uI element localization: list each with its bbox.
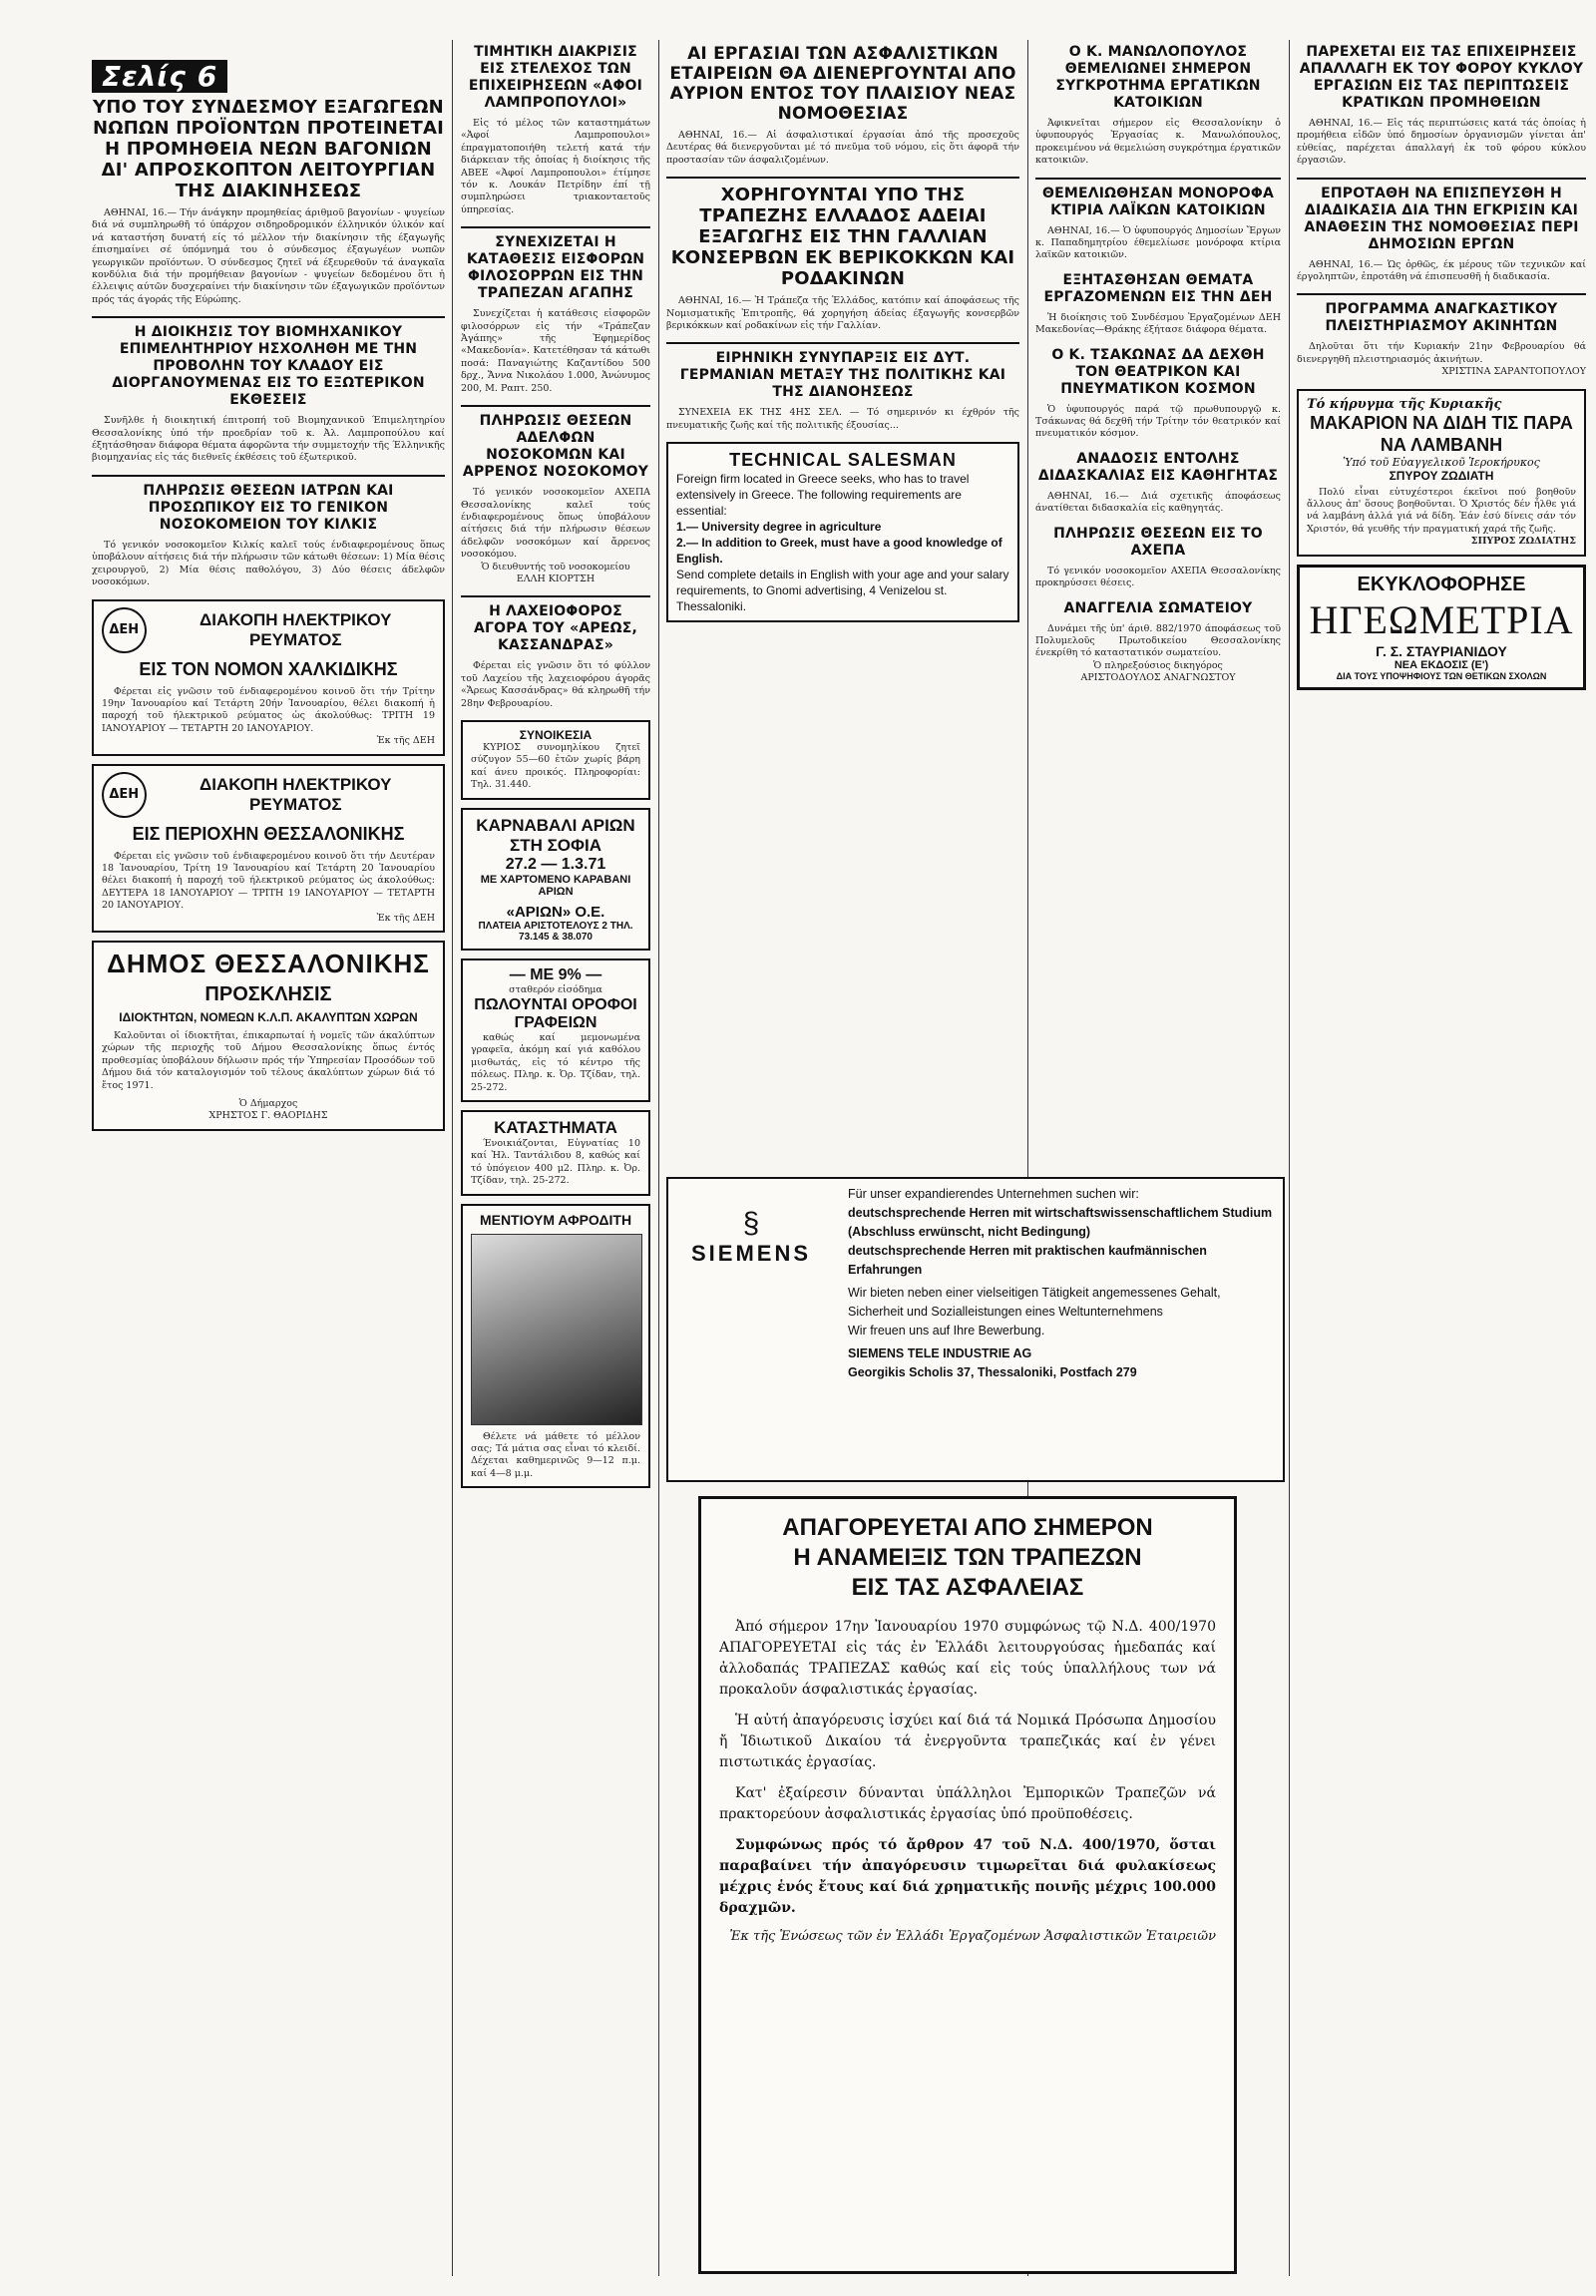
ad-medium [461, 1204, 650, 1489]
article-body: Ἡ διοίκησις τοῦ Συνδέσμου Ἐργαζομένων ΔΕΗ Μακεδονίας—Θράκης έξήτασε διάφορα θέματα. [1035, 311, 1281, 336]
column-title: ΜΑΚΑΡΙΟΝ ΝΑ ΔΙΔΗ ΤΙΣ ΠΑΡΑ ΝΑ ΛΑΜΒΑΝΗ [1310, 412, 1573, 455]
page-number-badge: Σελίς 6 [92, 60, 227, 93]
ad-agency: «ΑΡΙΩΝ» Ο.Ε. [506, 903, 605, 921]
headline: ΠΛΗΡΩΣΙΣ ΘΕΣΕΩΝ ΕΙΣ ΤΟ ΑΧΕΠΑ [1053, 525, 1263, 559]
column-byline: Ὑπό τοῦ Εὐαγγελικοῦ Ἱεροκήρυκος [1343, 455, 1540, 469]
article-body: Συνεχίζεται ἡ κατάθεσις εἰσφορῶν φιλοσόρρων εἰς τήν «Τράπεζαν Ἀγάπης» τῆς Ἐφημερίδος «Μακεδονία». Κατετέθησαν τά κάτωθι ποσά: Παναγιώτης Καζαντίδου 500 δρχ., Ἄννα Νικολάου 1.000, Ἀνώνυμος 200, Μ. Ραπτ. 250. [461, 308, 650, 394]
article-signature: Ὁ πληρεξούσιος δικηγόρος ΑΡΙΣΤΟΔΟΥΛΟΣ ΑΝΑΓΝΩΣΤΟΥ [1080, 659, 1236, 684]
column-1 [92, 60, 445, 2276]
column-kicker: Τό κήρυγμα τῆς Κυριακῆς [1307, 396, 1502, 412]
headline: ΑΝΑΓΓΕΛΙΑ ΣΩΜΑΤΕΙΟΥ [1063, 599, 1253, 616]
headline: ΣΥΝΕΧΙΖΕΤΑΙ Η ΚΑΤΑΘΕΣΙΣ ΕΙΣΦΟΡΩΝ ΦΙΛΟΣΟΡΡΩΝ ΕΙΣ ΤΗΝ ΤΡΑΠΕΖΑΝ ΑΓΑΠΗΣ [466, 234, 645, 302]
column-author: ΣΠΥΡΟΥ ΖΩΔΙΑΤΗ [1389, 468, 1494, 483]
ad-subtitle: ΠΡΟΣΚΛΗΣΙΣ [204, 982, 332, 1005]
article-kilkis-hospital [92, 483, 445, 589]
article-body: Δυνάμει τῆς ὑπ' άριθ. 882/1970 άποφάσεως τοῦ Πολυμελοῦς Πρωτοδικείου Θεσσαλονίκης ένεκρίθη τό καταστατικόν σωματείου. [1035, 622, 1281, 659]
ad-shops [461, 1110, 650, 1196]
article-wagons [92, 97, 445, 306]
headline: ΤΙΜΗΤΙΚΗ ΔΙΑΚΡΙΣΙΣ ΕΙΣ ΣΤΕΛΕΧΟΣ ΤΩΝ ΕΠΙΧΕΙΡΗΣΕΩΝ «ΑΦΟΙ ΛΑΜΠΡΟΠΟΥΛΟΙ» [468, 44, 643, 111]
deh-logo-icon: ΔΕΗ [102, 607, 147, 653]
divider [461, 405, 650, 407]
siemens-brand: SIEMENS [690, 1241, 812, 1266]
ad-subtitle: ΕΙΣ ΤΟΝ ΝΟΜΟΝ ΧΑΛΚΙΔΙΚΗΣ [139, 658, 398, 679]
ad-title: ΑΠΑΓΟΡΕΥΕΤΑΙ ΑΠΟ ΣΗΜΕΡΟΝ [782, 1514, 1153, 1541]
column-rule [658, 40, 659, 2276]
ad-siemens [666, 1177, 1285, 1482]
ad-edition: ΝΕΑ ΕΚΔΟΣΙΣ (Ε') [1394, 658, 1489, 671]
ad-title: ΚΑΡΝΑΒΑΛΙ ΑΡΙΩΝ ΣΤΗ ΣΟΦΙΑ [476, 815, 635, 855]
ad-paragraph: Κατ' ἐξαίρεσιν δύνανται ὑπάλληλοι Ἐμπορικῶν Τραπεζῶν νά πρακτορεύουν ἀσφαλιστικάς ἐργασίας ὑπό προϋποθέσεις. [719, 1785, 1216, 1822]
article-body: Συνῆλθε ἡ διοικητική έπιτροπή τοῦ Βιομηχανικοῦ Έπιμελητηρίου Θεσσαλονίκης ὑπό τήν προεδρίαν τοῦ κ. Ἀλ. Λαμπροπούλου καί έξητάσθησαν διάφορα θέματα άφορῶντα τήν συμμετοχήν τῆς Έλληνικῆς βιομηχανίας εἰς τάς διεθνεῖς έκθέσεις τοῦ έξωτερικοῦ. [92, 415, 445, 464]
ad-title: ΔΗΜΟΣ ΘΕΣΣΑΛΟΝΙΚΗΣ [107, 948, 430, 978]
ad-title: Η ΑΝΑΜΕΙΞΙΣ ΤΩΝ ΤΡΑΠΕΖΩΝ [793, 1544, 1142, 1571]
ad-note: ΔΙΑ ΤΟΥΣ ΥΠΟΨΗΦΙΟΥΣ ΤΩΝ ΘΕΤΙΚΩΝ ΣΧΟΛΩΝ [1336, 670, 1547, 681]
ad-power-outage-thessaloniki [92, 764, 445, 933]
ad-title: ΚΑΤΑΣΤΗΜΑΤΑ [494, 1118, 617, 1138]
ad-body: Φέρεται εἰς γνῶσιν τοῦ ένδιαφερομένου κοινοῦ ὅτι τήν Τρίτην 19ην Ἰανουαρίου καί Τετάρτη 20ήν Ἰανουαρίου, θέλει διακοπή ἡ παροχή τοῦ ήλεκτρικοῦ ρεύματος ὡς άκολούθως: ΤΡΙΤΗ 19 ΙΑΝΟΥΑΡΙΟΥ — ΤΕΤΑΡΤΗ 20 ΙΑΝΟΥΑΡΙΟΥ. [102, 685, 435, 734]
ad-title: ΣΥΝΟΙΚΕΣΙΑ [519, 727, 593, 742]
ad-body [719, 1617, 1216, 1919]
ad-title: TECHNICAL SALESMAN [729, 450, 957, 471]
siemens-line: Georgikis Scholis 37, Thessaloniki, Postfach 279 [848, 1365, 1137, 1379]
article-body: ΑΘΗΝΑΙ, 16.— Ὡς ὀρθῶς, έκ μέρους τῶν τεχνικῶν καί έργοληπτῶν, ἐπροτάθη νά έπισπευσθῆ ἡ διαδικασία. [1297, 258, 1586, 283]
ad-body: ΚΥΡΙΟΣ συνομηλίκου ζητεῖ σύζυγον 55—60 ἐτῶν χωρίς βάρη καί άνευ προικός. Πληροφορίαι: Τηλ. 31.440. [471, 741, 640, 791]
deh-logo-icon: ΔΕΗ [102, 772, 147, 818]
headline: ΠΛΗΡΩΣΙΣ ΘΕΣΕΩΝ ΙΑΤΡΩΝ ΚΑΙ ΠΡΟΣΩΠΙΚΟΥ ΕΙΣ ΤΟ ΓΕΝΙΚΟΝ ΝΟΣΟΚΟΜΕΙΟΝ ΤΟΥ ΚΙΛΚΙΣ [143, 482, 394, 533]
page-badge-row [92, 60, 445, 93]
headline: ΕΞΗΤΑΣΘΗΣΑΝ ΘΕΜΑΤΑ ΕΡΓΑΖΟΜΕΝΩΝ ΕΙΣ ΤΗΝ ΔΕΗ [1043, 271, 1273, 305]
column-body: Πολύ εἶναι εὐτυχέστεροι έκεῖνοι πού βοηθοῦν ἄλλους ἀπ' ὅσους βοηθοῦνται. Ὁ Χριστός δέν ἦλθε γιά νά λαμβάνη ἀλλά γιά νά δίδη. Ἐάν ἐσύ δίνεις σάν τόν Χριστόν, θά γευθῆς τήν πραγματική χαρά τῆς ζωῆς. [1307, 486, 1576, 535]
ad-paragraph: Ἀπό σήμερον 17ην Ἰανουαρίου 1970 συμφώνως τῷ Ν.Δ. 400/1970 ΑΠΑΓΟΡΕΥΕΤΑΙ εἰς τάς ἐν Ἑλλάδι λειτουργούσας ἡμεδαπάς καί ἀλλοδαπάς ΤΡΑΠΕΖΑΣ καθώς καί εἰς τούς ὑπαλλήλους των νά προκαλοῦν άσφαλιστικάς ἐργασίας. [719, 1619, 1216, 1698]
article-charity [461, 234, 650, 395]
ad-marriage [461, 720, 650, 800]
ad-subtitle-2: ΙΔΙΟΚΤΗΤΩΝ, ΝΟΜΕΩΝ Κ.Λ.Π. ΑΚΑΛΥΠΤΩΝ ΧΩΡΩΝ [119, 1009, 418, 1024]
headline: Ο Κ. ΤΣΑΚΩΝΑΣ ΔΑ ΔΕΧΘΗ ΤΟΝ ΘΕΑΤΡΙΚΟΝ ΚΑΙ ΠΝΕΥΜΑΤΙΚΟΝ ΚΟΣΜΟΝ [1051, 346, 1265, 397]
article-tax [1297, 44, 1586, 168]
column-2 [461, 40, 650, 2276]
column-sermon [1297, 389, 1586, 557]
siemens-logo-icon: § [742, 1207, 760, 1240]
divider [1297, 178, 1586, 180]
article-housing [1035, 44, 1281, 168]
article-body: Τό γενικόν νοσοκομεῖον ΑΧΕΠΑ Θεσσαλονίκης καλεῖ τούς ένδιαφερομένους ὅπως ὑποβάλουν αίτήσεις διά τήν πλήρωσιν θέσεων άδελφῶν νοσοκόμων καί ἄρρενος νοσοκόμου. [461, 487, 650, 561]
article-body: Ὁ ὑφυπουργός παρά τῷ πρωθυπουργῷ κ. Τσάκωνας θά δεχθῆ τήν Τρίτην τόν θεατρικόν καί πνευματικόν κόσμον. [1035, 403, 1281, 440]
divider [666, 177, 1019, 179]
article-signature: Ὁ διευθυντής τοῦ νοσοκομείου ΕΛΛΗ ΚΙΟΡΤΣΗ [481, 561, 630, 584]
headline: ΠΑΡΕΧΕΤΑΙ ΕΙΣ ΤΑΣ ΕΠΙΧΕΙΡΗΣΕΙΣ ΑΠΑΛΛΑΓΗ ΕΚ ΤΟΥ ΦΟΡΟΥ ΚΥΚΛΟΥ ΕΡΓΑΣΙΩΝ ΕΙΣ ΤΑΣ ΠΕΡΙΠΤΩΣΕΙΣ ΚΡΑΤΙΚΩΝ ΠΡΟΜΗΘΕΙΩΝ [1299, 44, 1584, 111]
siemens-brand-block [676, 1185, 826, 1382]
ad-body: Θέλετε νά μάθετε τό μέλλον σας; Τά μάτια σας εἶναι τό κλειδί. Δέχεται καθημερινῶς 9—12 π.μ. καί 4—8 μ.μ. [471, 1430, 640, 1479]
ad-geometry-book [1297, 565, 1586, 690]
ad-body: Φέρεται εἰς γνῶσιν τοῦ ένδιαφερομένου κοινοῦ ὅτι τήν Δευτέραν 18 Ἰανουαρίου, Τρίτη 19 Ἰανουαρίου καί Τετάρτη 20 Ἰανουαρίου θέλει διακοπή ἡ παροχή τοῦ ήλεκτρικοῦ ρεύματος ὡς άκολούθως: ΔΕΥΤΕΡΑ 18 ΙΑΝΟΥΑΡΙΟΥ — ΤΡΙΤΗ 19 ΙΑΝΟΥΑΡΙΟΥ — ΤΕΤΑΡΤΗ 20 ΙΑΝΟΥΑΡΙΟΥ. [102, 850, 435, 912]
ad-technical-salesman [666, 442, 1019, 622]
ad-body: καθώς καί μεμονωμένα γραφεῖα, ἀκόμη καί γιά καθόλου μισθωτάς, εἰς τό κέντρο τῆς πόλεως. Πληρ. κ. Ὀρ. Τζίδαν, τηλ. 25-272. [471, 1032, 640, 1093]
article-buildings [1035, 186, 1281, 262]
article-germany [666, 350, 1019, 432]
column-rule [1289, 40, 1290, 2276]
column-5 [1297, 40, 1586, 2276]
article-body: Δηλοῦται ὅτι τήν Κυριακήν 21ην Φεβρουαρίου θά διενεργηθῆ πλειστηριασμός ἀκινήτων. [1297, 341, 1586, 365]
article-teachers [1035, 451, 1281, 516]
ad-body: Ένοικιάζονται, Εὐγνατίας 10 καί Ἠλ. Ταντάλιδου 8, καθώς καί τό ὑπόγειον 400 μ2. Πληρ. κ. Ὀρ. Τζίδαν, τηλ. 25-272. [471, 1138, 640, 1187]
divider [1035, 178, 1281, 180]
divider [1297, 293, 1586, 295]
ad-title: — ΜΕ 9% — [509, 965, 602, 983]
headline: ΑΙ ΕΡΓΑΣΙΑΙ ΤΩΝ ΑΣΦΑΛΙΣΤΙΚΩΝ ΕΤΑΙΡΕΙΩΝ ΘΑ ΔΙΕΝΕΡΓΟΥΝΤΑΙ ΑΠΟ ΑΥΡΙΟΝ ΕΝΤΟΣ ΤΟΥ ΠΛΑΙΣΙΟΥ ΝΕΑΣ ΝΟΜΟΘΕΣΙΑΣ [669, 44, 1016, 124]
column-signature: ΣΠΥΡΟΣ ΖΩΔΙΑΤΗΣ [1470, 536, 1576, 548]
headline: ΕΙΡΗΝΙΚΗ ΣΥΝΥΠΑΡΞΙΣ ΕΙΣ ΔΥΤ. ΓΕΡΜΑΝΙΑΝ ΜΕΤΑΞΥ ΤΗΣ ΠΟΛΙΤΙΚΗΣ ΚΑΙ ΤΗΣ ΔΙΑΝΟΗΣΕΩΣ [679, 350, 1006, 401]
article-body: Εἰς τό μέλος τῶν καταστημάτων «Ἀφοί Λαμπροπουλοι» έπραγματοποιήθη τελετή κατά τήν διάρκειαν τῆς ὁποίας ἡ διοίκησις τῆς ΑΒΕΕ «Ἀφοί Λαμπροπουλοι» έτίμησε τόν κ. Λουκάν Πετρίδην έπί τῇ συμπληρώσει τριακονταετοῦς ύπηρεσίας. [461, 118, 650, 215]
ad-author: Γ. Σ. ΣΤΑΥΡΙΑΝΙΔΟΥ [1376, 642, 1507, 659]
article-nurses [461, 413, 650, 585]
column-4 [1035, 40, 1281, 1149]
ad-subtitle: σταθερόν εἰσόδημα [509, 983, 602, 995]
column-3 [666, 40, 1019, 1149]
ad-dates: 27.2 — 1.3.71 [505, 855, 606, 873]
ad-signature: Ἐκ τῆς ΔΕΗ [376, 735, 435, 747]
article-body: ΣΥΝΕΧΕΙΑ ΕΚ ΤΗΣ 4ΗΣ ΣΕΛ. — Τό σημερινόν κι έχθρόν τῆς πνευματικῆς ζωῆς καί τῆς πολιτικῆς έξουσίας... [666, 407, 1019, 431]
ad-signature: Ἐκ τῆς ΔΕΗ [376, 912, 435, 924]
article-auction [1297, 301, 1586, 378]
article-deh-workers [1035, 272, 1281, 337]
article-body: ΑΘΗΝΑΙ, 16.— Ὁ ὑφυπουργός Δημοσίων Ἔργων κ. Παπαδημητρίου έθεμελίωσε μονόροφα κτίρια λαϊκῶν κατοικιῶν. [1035, 224, 1281, 261]
headline: ΘΕΜΕΛΙΩΘΗΣΑΝ ΜΟΝΟΡΟΦΑ ΚΤΙΡΙΑ ΛΑΪΚΩΝ ΚΑΤΟΙΚΙΩΝ [1041, 185, 1275, 218]
ad-subtitle: ΕΙΣ ΠΕΡΙΟΧΗΝ ΘΕΣΣΑΛΟΝΙΚΗΣ [132, 823, 405, 844]
ad-body: Foreign firm located in Greece seeks, who has to travel extensively in Greece. The following requirements are essential: [676, 472, 970, 519]
siemens-line: Für unser expandierendes Unternehmen suchen wir: [848, 1187, 1139, 1201]
divider [461, 595, 650, 597]
siemens-line: Wir bieten neben einer vielseitigen Tätigkeit angemessenes Gehalt, Sicherheit und Sozialleistungen eines Weltunternehmens [848, 1286, 1221, 1319]
article-ahepa [1035, 526, 1281, 590]
ad-title: ΜΕΝΤΙΟΥΜ ΑΦΡΟΔΙΤΗ [479, 1211, 632, 1228]
divider [92, 475, 445, 477]
article-body: ΑΘΗΝΑΙ, 16.— Ἡ Τράπεζα τῆς Ἑλλάδος, κατόπιν καί άποφάσεως τῆς Νομισματικῆς Ἐπιτροπῆς, θά χορηγήση άδείας έξαγωγῆς κονσερβῶν βερικόκκων καί ροδακίνων εἰς τήν Γαλλίαν. [666, 295, 1019, 332]
article-body: ΑΘΗΝΑΙ, 16.— Τήν άνάγκην προμηθείας άριθμοῦ βαγονίων - ψυγείων διά νά συμπληρωθῆ τό ύπάρχον σιδηροδρομικόν έλληνικόν ύλικόν καί νά καταστήση δυνατή είς τό μέλλον τήν διακίνησιν τῆς έξαγωγῆς έπισημαίνει σέ ύπόμνημά του ὁ σύνδεσμος έξαγωγέων νωπῶν γεωργικῶν προϊόντων. Ὁ σύνδεσμος ζητεῖ νά έξευρεθοῦν τά άναγκαῖα κονδύλια διά τήν προμήθειαν βαγονίων - ψυγείων δεδομένου ὅτι ἡ έλλειψις αύτῶν δυσχεραίνει τήν διακίνησιν τῶν έξαγωγικῶν προϊόντων πρός τάς άγοράς τῆς Εύρώπης. [92, 207, 445, 305]
ad-municipality [92, 941, 445, 1131]
divider [461, 226, 650, 228]
ad-signature: Ὁ Δήμαρχος ΧΡΗΣΤΟΣ Γ. ΘΑΟΡΙΔΗΣ [208, 1098, 328, 1122]
article-body: ΑΘΗΝΑΙ, 16.— Εἰς τάς περιπτώσεις κατά τάς ὁποίας ἡ προμήθεια εἰδῶν ὑπό δημοσίων ὀργανισμῶν γίνεται ἀπ' εὐθείας, παρέχεται άπαλλαγή ἐκ τοῦ φόρου κύκλου έργασιῶν. [1297, 118, 1586, 167]
ad-paragraph: Ἡ αὐτή ἀπαγόρευσις ἰσχύει καί διά τά Νομικά Πρόσωπα Δημοσίου ἤ Ἰδιωτικοῦ Δικαίου τά ἐνεργοῦντα τραπεζικάς καί ἐν γένει πιστωτικάς ἐργασίας. [719, 1713, 1216, 1770]
article-body: Φέρεται εἰς γνῶσιν ὅτι τό φύλλον τοῦ Λαχείου τῆς λαχειοφόρου άγορᾶς «Ἄρεως Κασσάνδρας» θά κληρωθῆ τήν 28ην Φεβρουαρίου. [461, 660, 650, 709]
divider [666, 342, 1019, 344]
article-exports [666, 185, 1019, 332]
article-insurance [666, 44, 1019, 167]
article-body: Ἀφικνεῖται σήμερον εἰς Θεσσαλονίκην ὁ ὑφυπουργός Ἐργασίας κ. Μανωλόπουλος, προκειμένου νά θεμελιώση συγκρότημα έργατικῶν κατοικιῶν. [1035, 118, 1281, 167]
siemens-line: deutschsprechende Herren mit praktischen kaufmännischen Erfahrungen [848, 1244, 1207, 1277]
article-body: ΑΘΗΝΑΙ, 16.— Αἱ άσφαλιστικαί έργασίαι ἀπό τῆς προσεχοῦς Δευτέρας θά διενεργοῦνται μέ τό πνεῦμα τοῦ νόμου, εἰς ὅτι άφορᾶ τήν προστασίαν τῶν άσφαλιζομένων. [666, 130, 1019, 166]
ad-title: ΗΓΕΩΜΕΤΡΙΑ [1309, 596, 1574, 642]
ad-headline: ΠΩΛΟΥΝΤΑΙ ΟΡΟΦΟΙ ΓΡΑΦΕΙΩΝ [474, 996, 637, 1031]
portrait-photo [471, 1234, 642, 1425]
headline: Η ΔΙΟΙΚΗΣΙΣ ΤΟΥ ΒΙΟΜΗΧΑΝΙΚΟΥ ΕΠΙΜΕΛΗΤΗΡΙΟΥ ΗΣΧΟΛΗΘΗ ΜΕ ΤΗΝ ΠΡΟΒΟΛΗΝ ΤΟΥ ΚΛΑΔΟΥ ΕΙΣ ΔΙΟΡΓΑΝΟΥΜΕΝΑΣ ΕΙΣ ΤΟ ΕΞΩΤΕΡΙΚΟΝ ΕΚΘΕΣΕΙΣ [112, 324, 425, 409]
ad-label: ΔΙΑΚΟΠΗ ΗΛΕΚΤΡΙΚΟΥ ΡΕΥΜΑΤΟΣ [200, 774, 392, 814]
headline: ΠΡΟΓΡΑΜΜΑ ΑΝΑΓΚΑΣΤΙΚΟΥ ΠΛΕΙΣΤΗΡΙΑΣΜΟΥ ΑΚΙΝΗΤΩΝ [1325, 301, 1558, 335]
ad-power-outage-chalkidiki [92, 599, 445, 756]
article-body: Τό γενικόν νοσοκομεῖον Κιλκίς καλεῖ τούς ένδιαφερομένους ὅπως ὑποβάλουν αίτήσεις διά τήν πλήρωσιν τῶν κάτωθι θέσεων: 1) Μία θέσις χειρουργοῦ, 2) Μία θέσις παθολόγου, 3) Δύο θέσεις άδελφῶν νοσοκόμων. [92, 539, 445, 588]
ad-title: ΕΙΣ ΤΑΣ ΑΣΦΑΛΕΙΑΣ [851, 1574, 1084, 1601]
headline: ΠΛΗΡΩΣΙΣ ΘΕΣΕΩΝ ΑΔΕΛΦΩΝ ΝΟΣΟΚΟΜΩΝ ΚΑΙ ΑΡΡΕΝΟΣ ΝΟΣΟΚΟΜΟΥ [462, 413, 649, 481]
ad-instructions: Send complete details in English with your age and your salary requirements, to Gnomi advertising, 4 Venizelou st. Thessaloniki. [676, 568, 1009, 614]
headline: Η ΛΑΧΕΙΟΦΟΡΟΣ ΑΓΟΡΑ ΤΟΥ «ΑΡΕΩΣ, ΚΑΣΣΑΝΔΡΑΣ» [474, 603, 637, 654]
article-signature: ΧΡΙΣΤΙΝΑ ΣΑΡΑΝΤΟΠΟΥΛΟΥ [1441, 366, 1586, 378]
article-public-works [1297, 186, 1586, 284]
article-body: ΑΘΗΝΑΙ, 16.— Διά σχετικῆς άποφάσεως άνατίθεται διδασκαλία εἰς καθηγητάς. [1035, 490, 1281, 515]
siemens-line: SIEMENS TELE INDUSTRIE AG [848, 1346, 1032, 1360]
siemens-body [848, 1185, 1275, 1382]
headline: ΧΟΡΗΓΟΥΝΤΑΙ ΥΠΟ ΤΗΣ ΤΡΑΠΕΖΗΣ ΕΛΛΑΔΟΣ ΑΔΕΙΑΙ ΕΞΑΓΩΓΗΣ ΕΙΣ ΤΗΝ ΓΑΛΛΙΑΝ ΚΟΝΣΕΡΒΩΝ ΕΚ ΒΕΡΙΚΟΚΚΩΝ ΚΑΙ ΡΟΔΑΚΙΝΩΝ [670, 185, 1015, 290]
article-body: Τό γενικόν νοσοκομεῖον ΑΧΕΠΑ Θεσσαλονίκης προκηρύσσει θέσεις. [1035, 565, 1281, 589]
ad-banks-insurance [698, 1496, 1237, 2274]
headline: Ο Κ. ΜΑΝΩΛΟΠΟΥΛΟΣ ΘΕΜΕΛΙΩΝΕΙ ΣΗΜΕΡΟΝ ΣΥΓΚΡΟΤΗΜΑ ΕΡΓΑΤΙΚΩΝ ΚΑΤΟΙΚΙΩΝ [1055, 44, 1261, 111]
divider [92, 316, 445, 318]
headline: ΕΠΡΟΤΑΘΗ ΝΑ ΕΠΙΣΠΕΥΣΘΗ Η ΔΙΑΔΙΚΑΣΙΑ ΔΙΑ ΤΗΝ ΕΓΚΡΙΣΙΝ ΚΑΙ ΑΝΑΘΕΣΙΝ ΤΗΣ ΝΟΜΟΘΕΣΙΑΣ ΠΕΡΙ ΔΗΜΟΣΙΩΝ ΕΡΓΩΝ [1304, 185, 1579, 252]
ad-carnival [461, 808, 650, 951]
ad-subtitle: ΜΕ ΧΑΡΤΟΜΕΝΟ ΚΑΡΑΒΑΝΙ ΑΡΙΩΝ [480, 873, 631, 898]
headline: ΥΠΟ ΤΟΥ ΣΥΝΔΕΣΜΟΥ ΕΞΑΓΩΓΕΩΝ ΝΩΠΩΝ ΠΡΟΪΟΝΤΩΝ ΠΡΟΤΕΙΝΕΤΑΙ Η ΠΡΟΜΗΘΕΙΑ ΝΕΩΝ ΒΑΓΟΝΙΩΝ ΔΙ' ΑΠΡΟΣΚΟΠΤΟΝ ΛΕΙΤΟΥΡΓΙΑΝ ΤΗΣ ΔΙΑΚΙΝΗΣΕΩΣ [92, 97, 445, 201]
ad-label: ΔΙΑΚΟΠΗ ΗΛΕΚΤΡΙΚΟΥ ΡΕΥΜΑΤΟΣ [200, 609, 392, 649]
ad-signature: Ἐκ τῆς Ἑνώσεως τῶν ἐν Ἑλλάδι Ἐργαζομένων Ἀσφαλιστικῶν Ἑταιρειῶν [729, 1929, 1216, 1944]
ad-requirement: 1.— University degree in agriculture [676, 520, 882, 535]
ad-offices [461, 958, 650, 1102]
ad-kicker: ΕΚΥΚΛΟΦΟΡΗΣΕ [1357, 573, 1526, 595]
ad-body: Καλοῦνται οἱ ίδιοκτῆται, έπικαρπωταί ἡ νομεῖς τῶν άκαλύπτων χώρων τῆς περιοχῆς τοῦ Δήμου Θεσσαλονίκης ὅπως έντός προθεσμίας ὑποβάλουν δήλωσιν πρός τήν Ὑπηρεσίαν Προσόδων τοῦ Δήμου διά τόν καταλογισμόν τοῦ τέλους άκαλύπτων χώρων διά τό ἔτος 1971. [102, 1029, 435, 1091]
siemens-line: Wir freuen uns auf Ihre Bewerbung. [848, 1324, 1045, 1338]
article-chamber [92, 324, 445, 465]
column-rule [452, 40, 453, 2276]
ad-paragraph: Συμφώνως πρός τό ἄρθρον 47 τοῦ Ν.Δ. 400/1970, ὅσται παραβαίνει τήν ἀπαγόρευσιν τιμωρεῖται διά φυλακίσεως μέχρις ἑνός ἔτους καί διά χρηματικῆς ποινῆς μέχρις 100.000 δραχμῶν. [719, 1837, 1216, 1916]
ad-address: ΠΛΑΤΕΙΑ ΑΡΙΣΤΟΤΕΛΟΥΣ 2 ΤΗΛ. 73.145 & 38.070 [478, 920, 633, 943]
article-association [1035, 600, 1281, 685]
article-honour [461, 44, 650, 216]
headline: ΑΝΑΔΟΣΙΣ ΕΝΤΟΛΗΣ ΔΙΔΑΣΚΑΛΙΑΣ ΕΙΣ ΚΑΘΗΓΗΤΑΣ [1037, 450, 1279, 484]
article-tsakonas [1035, 347, 1281, 441]
ad-requirement: 2.— In addition to Greek, must have a good knowledge of English. [676, 536, 1002, 567]
article-lottery [461, 603, 650, 710]
siemens-line: deutschsprechende Herren mit wirtschaftswissenschaftlichem Studium (Abschluss erwünscht, nicht Bedingung) [848, 1206, 1273, 1239]
